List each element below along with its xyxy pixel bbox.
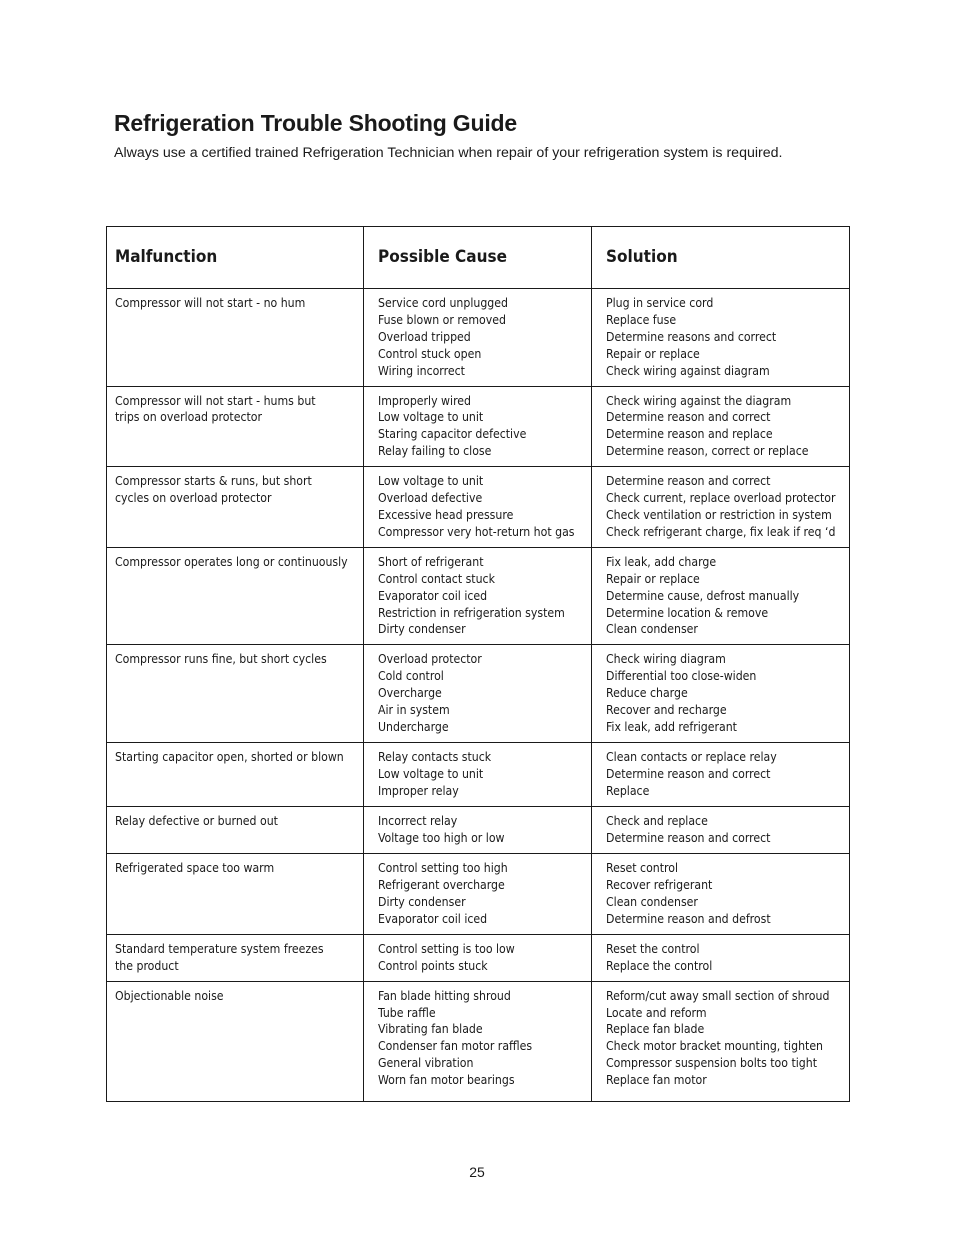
malfunction-cell — [107, 981, 364, 1101]
malfunction-cell — [107, 934, 364, 981]
solution-cell — [592, 386, 850, 467]
cell-line: Determine reason and replace — [606, 427, 773, 442]
cell-line: Fix leak, add charge — [606, 554, 717, 569]
column-header-possible-cause: Possible Cause — [364, 227, 592, 289]
page-number: 25 — [469, 1164, 485, 1180]
cell-line: Compressor will not start - hums but — [115, 393, 316, 408]
solution-cell — [592, 807, 850, 854]
cell-line: Refrigerant overcharge — [378, 877, 505, 892]
cell-line: Determine cause, defrost manually — [606, 588, 800, 603]
table-row — [107, 743, 850, 807]
solution-cell — [592, 981, 850, 1101]
cell-line: Check wiring diagram — [606, 652, 726, 667]
cell-line: Relay failing to close — [378, 444, 492, 459]
solution-cell — [592, 743, 850, 807]
cell-line: Locate and reform — [606, 1005, 707, 1020]
cell-line: Check wiring against the diagram — [606, 393, 792, 408]
cell-line: Improperly wired — [378, 393, 472, 408]
possible-cause-cell — [364, 981, 592, 1101]
cell-line: Control setting too high — [378, 860, 508, 875]
cell-line: General vibration — [378, 1056, 474, 1071]
cell-line: Reduce charge — [606, 686, 688, 701]
cell-line: Cold control — [378, 669, 444, 684]
table-row — [107, 934, 850, 981]
cell-line: Repair or replace — [606, 571, 700, 586]
cell-line: Reform/cut away small section of shroud — [606, 988, 830, 1003]
malfunction-cell — [107, 807, 364, 854]
cell-line: Evaporator coil iced — [378, 911, 488, 926]
cell-line: Determine reason and correct — [606, 474, 771, 489]
table-row — [107, 386, 850, 467]
cell-line: Overload tripped — [378, 329, 471, 344]
table-row — [107, 645, 850, 743]
cell-line: Check current, replace overload protector — [606, 491, 836, 506]
cell-line: Incorrect relay — [378, 814, 458, 829]
cell-line: cycles on overload protector — [115, 491, 272, 506]
cell-line: Check wiring against diagram — [606, 363, 770, 378]
page-subtitle: Always use a certified trained Refrigeration Technician when repair of your refrigeration system is required. — [114, 145, 783, 161]
cell-line: Restriction in refrigeration system — [378, 605, 565, 620]
cell-line: Compressor starts & runs, but short — [115, 474, 312, 489]
cell-line: Vibrating fan blade — [378, 1022, 483, 1037]
possible-cause-cell — [364, 386, 592, 467]
cell-line: Low voltage to unit — [378, 474, 484, 489]
cell-line: Replace — [606, 784, 650, 799]
cell-line: Compressor suspension bolts too tight — [606, 1056, 818, 1071]
cell-line: Replace fan motor — [606, 1073, 707, 1088]
possible-cause-cell — [364, 467, 592, 548]
cell-line: the product — [115, 958, 179, 973]
malfunction-cell — [107, 853, 364, 934]
cell-line: Fix leak, add refrigerant — [606, 719, 737, 734]
cell-line: Fan blade hitting shroud — [378, 988, 511, 1003]
malfunction-cell — [107, 386, 364, 467]
cell-line: trips on overload protector — [115, 410, 262, 425]
cell-line: Control setting is too low — [378, 941, 515, 956]
cell-line: Reset control — [606, 860, 679, 875]
cell-line: Compressor very hot-return hot gas — [378, 524, 575, 539]
cell-line: Determine reason and correct — [606, 410, 771, 425]
table-row — [107, 807, 850, 854]
possible-cause-cell — [364, 289, 592, 387]
cell-line: Clean condenser — [606, 622, 698, 637]
cell-line: Check ventilation or restriction in system — [606, 507, 832, 522]
solution-cell — [592, 467, 850, 548]
cell-line: Check refrigerant charge, fix leak if req ‘d — [606, 524, 836, 539]
solution-cell — [592, 547, 850, 645]
cell-line: Overload defective — [378, 491, 483, 506]
cell-line: Starting capacitor open, shorted or blown — [115, 750, 344, 765]
cell-line: Replace fuse — [606, 312, 677, 327]
cell-line: Evaporator coil iced — [378, 588, 488, 603]
cell-line: Compressor will not start - no hum — [115, 296, 306, 310]
cell-line: Replace the control — [606, 958, 713, 973]
cell-line: Clean condenser — [606, 894, 698, 909]
cell-line: Tube raffle — [378, 1005, 436, 1020]
possible-cause-cell — [364, 934, 592, 981]
cell-line: Determine location & remove — [606, 605, 769, 620]
cell-line: Determine reason, correct or replace — [606, 444, 809, 459]
cell-line: Air in system — [378, 703, 450, 718]
malfunction-cell — [107, 467, 364, 548]
solution-cell — [592, 934, 850, 981]
cell-line: Relay contacts stuck — [378, 750, 492, 765]
cell-line: Improper relay — [378, 784, 459, 799]
malfunction-cell — [107, 645, 364, 743]
cell-line: Relay defective or burned out — [115, 814, 278, 829]
cell-line: Dirty condenser — [378, 622, 466, 637]
cell-line: Determine reason and defrost — [606, 911, 771, 926]
cell-line: Reset the control — [606, 941, 700, 956]
cell-line: Compressor operates long or continuously — [115, 554, 348, 569]
malfunction-cell — [107, 289, 364, 387]
cell-line: Refrigerated space too warm — [115, 860, 275, 875]
cell-line: Worn fan motor bearings — [378, 1073, 515, 1088]
table-row — [107, 547, 850, 645]
possible-cause-cell — [364, 853, 592, 934]
table-row — [107, 289, 850, 387]
cell-line: Determine reason and correct — [606, 767, 771, 782]
table-row — [107, 853, 850, 934]
column-header-malfunction: Malfunction — [107, 227, 364, 289]
cell-line: Repair or replace — [606, 346, 700, 361]
cell-line: Fuse blown or removed — [378, 312, 506, 327]
cell-line: Recover refrigerant — [606, 877, 713, 892]
cell-line: Clean contacts or replace relay — [606, 750, 777, 765]
cell-line: Standard temperature system freezes — [115, 941, 324, 956]
malfunction-cell — [107, 547, 364, 645]
cell-line: Excessive head pressure — [378, 507, 514, 522]
page-title: Refrigeration Trouble Shooting Guide — [114, 110, 517, 136]
cell-line: Objectionable noise — [115, 988, 224, 1003]
possible-cause-cell — [364, 743, 592, 807]
cell-line: Recover and recharge — [606, 703, 727, 718]
cell-line: Replace fan blade — [606, 1022, 705, 1037]
cell-line: Service cord unplugged — [378, 296, 508, 310]
cell-line: Voltage too high or low — [378, 830, 505, 845]
cell-line: Undercharge — [378, 719, 449, 734]
cell-line: Condenser fan motor raffles — [378, 1039, 533, 1054]
table-header-row — [107, 227, 850, 289]
table-body — [107, 289, 850, 1102]
cell-line: Short of refrigerant — [378, 554, 484, 569]
cell-line: Overload protector — [378, 652, 482, 667]
cell-line: Check motor bracket mounting, tighten — [606, 1039, 824, 1054]
cell-line: Control contact stuck — [378, 571, 495, 586]
cell-line: Check and replace — [606, 814, 708, 829]
cell-line: Low voltage to unit — [378, 410, 484, 425]
cell-line: Plug in service cord — [606, 296, 714, 310]
cell-line: Low voltage to unit — [378, 767, 484, 782]
solution-cell — [592, 289, 850, 387]
solution-cell — [592, 645, 850, 743]
column-header-solution: Solution — [592, 227, 850, 289]
table-row — [107, 981, 850, 1101]
cell-line: Staring capacitor defective — [378, 427, 527, 442]
cell-line: Determine reasons and correct — [606, 329, 777, 344]
possible-cause-cell — [364, 645, 592, 743]
troubleshooting-table — [106, 226, 850, 1102]
cell-line: Dirty condenser — [378, 894, 466, 909]
cell-line: Control stuck open — [378, 346, 482, 361]
malfunction-cell — [107, 743, 364, 807]
cell-line: Compressor runs fine, but short cycles — [115, 652, 327, 667]
table-row — [107, 467, 850, 548]
cell-line: Differential too close-widen — [606, 669, 757, 684]
cell-line: Determine reason and correct — [606, 830, 771, 845]
possible-cause-cell — [364, 807, 592, 854]
cell-line: Overcharge — [378, 686, 442, 701]
cell-line: Control points stuck — [378, 958, 488, 973]
cell-line: Wiring incorrect — [378, 363, 465, 378]
solution-cell — [592, 853, 850, 934]
possible-cause-cell — [364, 547, 592, 645]
